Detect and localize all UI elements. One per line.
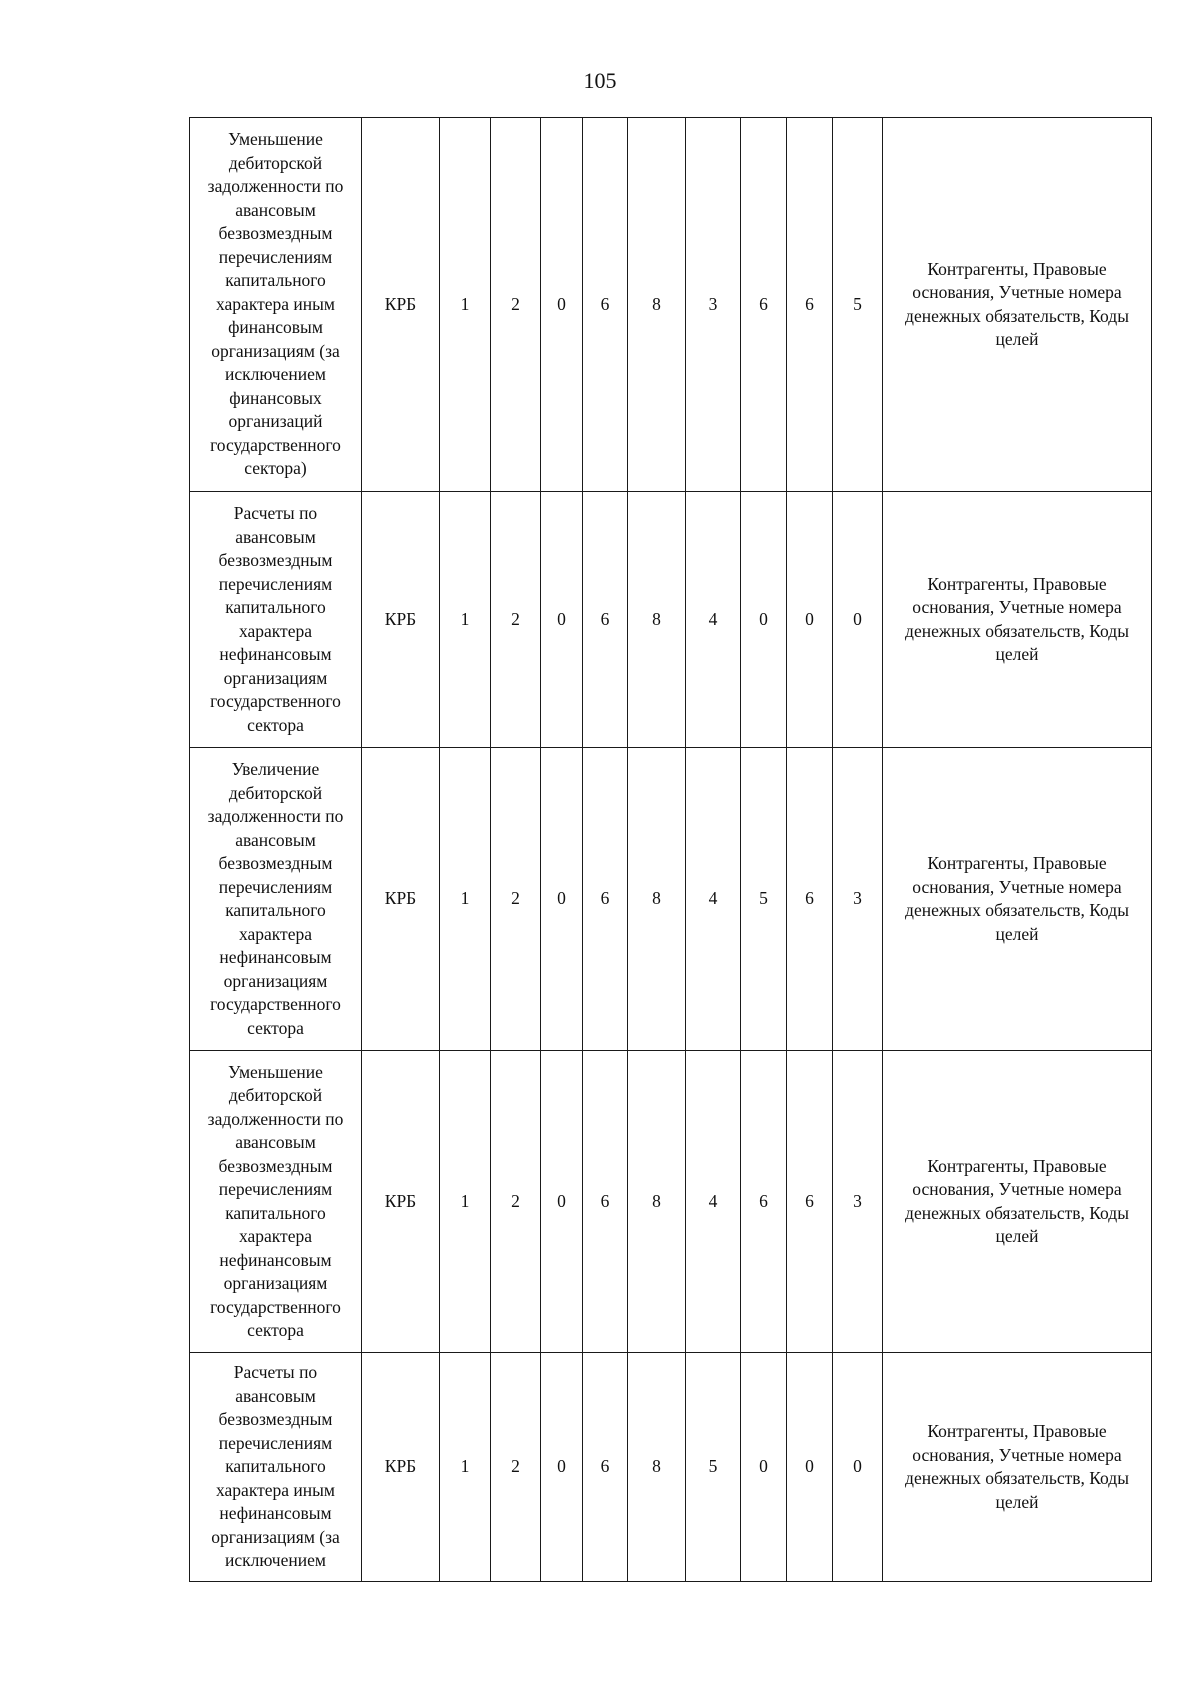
account-digit-cell: 6 [583, 118, 628, 492]
account-digit-cell: 1 [440, 492, 491, 748]
account-digit-cell: 6 [787, 1051, 833, 1353]
account-digit-cell: 8 [628, 1051, 686, 1353]
account-name-cell: Расчеты по авансовым безвозмездным перечислениям капитального характера нефинансовым организациям государственного сектора [190, 492, 362, 748]
account-digit-cell: 8 [628, 1353, 686, 1582]
account-name-cell: Расчеты по авансовым безвозмездным перечислениям капитального характера иным нефинансовым организациям (за исключением [190, 1353, 362, 1582]
page-number: 105 [583, 68, 617, 93]
account-digit-cell: 6 [583, 492, 628, 748]
analytics-cell: Контрагенты, Правовые основания, Учетные номера денежных обязательств, Коды целей [883, 1051, 1152, 1353]
account-digit-cell: 4 [686, 492, 741, 748]
account-name-cell: Уменьшение дебиторской задолженности по авансовым безвозмездным перечислениям капитального характера иным финансовым организациям (за исключением финансовых организаций государственного сектора) [190, 118, 362, 492]
account-digit-cell: 8 [628, 118, 686, 492]
account-digit-cell: 0 [541, 748, 583, 1051]
account-digit-cell: 0 [541, 492, 583, 748]
account-digit-cell: 3 [833, 748, 883, 1051]
budget-type-cell: КРБ [362, 1051, 440, 1353]
account-digit-cell: 3 [833, 1051, 883, 1353]
account-digit-cell: 0 [833, 1353, 883, 1582]
account-digit-cell: 4 [686, 1051, 741, 1353]
account-name-cell: Уменьшение дебиторской задолженности по авансовым безвозмездным перечислениям капитального характера нефинансовым организациям государственного сектора [190, 1051, 362, 1353]
budget-type-cell: КРБ [362, 1353, 440, 1582]
account-digit-cell: 6 [787, 118, 833, 492]
analytics-cell: Контрагенты, Правовые основания, Учетные номера денежных обязательств, Коды целей [883, 492, 1152, 748]
account-digit-cell: 6 [741, 118, 787, 492]
account-digit-cell: 6 [787, 748, 833, 1051]
account-digit-cell: 6 [583, 1051, 628, 1353]
account-digit-cell: 2 [491, 118, 541, 492]
analytics-cell: Контрагенты, Правовые основания, Учетные номера денежных обязательств, Коды целей [883, 118, 1152, 492]
account-digit-cell: 0 [541, 1353, 583, 1582]
account-digit-cell: 6 [741, 1051, 787, 1353]
account-name-cell: Увеличение дебиторской задолженности по авансовым безвозмездным перечислениям капитального характера нефинансовым организациям государственного сектора [190, 748, 362, 1051]
account-digit-cell: 5 [686, 1353, 741, 1582]
account-digit-cell: 2 [491, 1353, 541, 1582]
account-digit-cell: 8 [628, 492, 686, 748]
account-digit-cell: 1 [440, 118, 491, 492]
table-row [190, 1353, 1152, 1582]
account-digit-cell: 0 [541, 1051, 583, 1353]
table-row [190, 748, 1152, 1051]
account-digit-cell: 1 [440, 748, 491, 1051]
analytics-cell: Контрагенты, Правовые основания, Учетные номера денежных обязательств, Коды целей [883, 748, 1152, 1051]
account-digit-cell: 0 [741, 1353, 787, 1582]
account-digit-cell: 1 [440, 1051, 491, 1353]
account-digit-cell: 0 [541, 118, 583, 492]
account-digit-cell: 1 [440, 1353, 491, 1582]
account-digit-cell: 0 [787, 492, 833, 748]
account-digit-cell: 4 [686, 748, 741, 1051]
account-digit-cell: 6 [583, 1353, 628, 1582]
account-digit-cell: 2 [491, 748, 541, 1051]
table-row [190, 118, 1152, 492]
table-row [190, 1051, 1152, 1353]
account-digit-cell: 0 [833, 492, 883, 748]
account-digit-cell: 3 [686, 118, 741, 492]
account-digit-cell: 0 [787, 1353, 833, 1582]
budget-type-cell: КРБ [362, 492, 440, 748]
analytics-cell: Контрагенты, Правовые основания, Учетные номера денежных обязательств, Коды целей [883, 1353, 1152, 1582]
budget-type-cell: КРБ [362, 748, 440, 1051]
account-digit-cell: 8 [628, 748, 686, 1051]
accounts-table [189, 117, 1152, 1582]
account-digit-cell: 5 [833, 118, 883, 492]
account-digit-cell: 5 [741, 748, 787, 1051]
account-digit-cell: 2 [491, 492, 541, 748]
account-digit-cell: 0 [741, 492, 787, 748]
table-row [190, 492, 1152, 748]
budget-type-cell: КРБ [362, 118, 440, 492]
account-digit-cell: 6 [583, 748, 628, 1051]
account-digit-cell: 2 [491, 1051, 541, 1353]
